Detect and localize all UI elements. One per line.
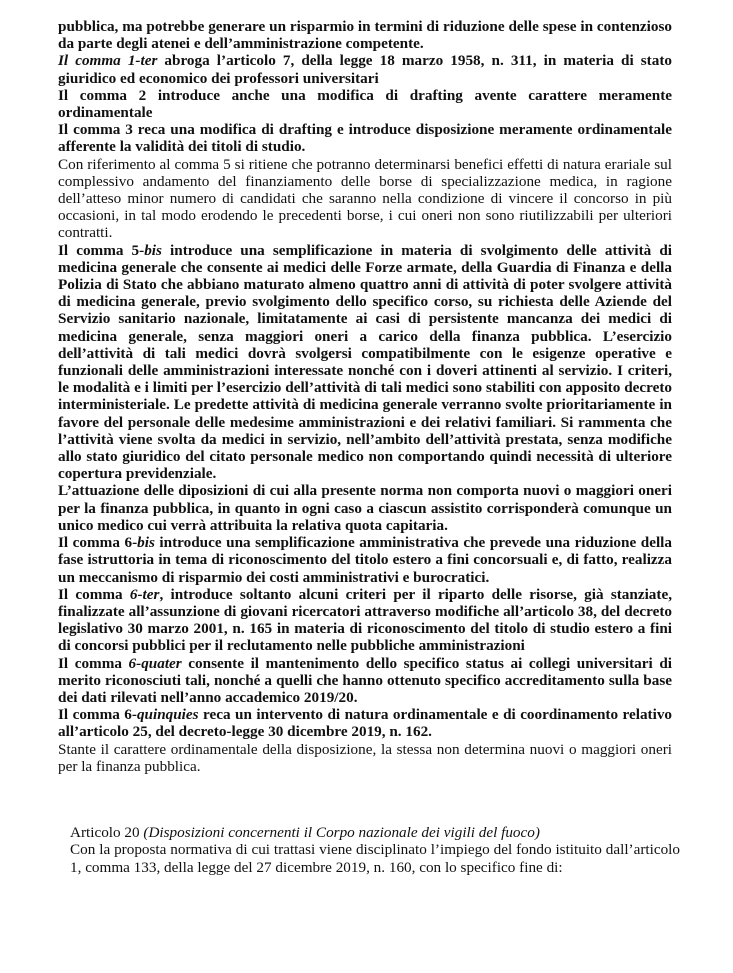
paragraph-8: [58, 534, 672, 586]
paragraph-8-text: introduce una semplificazione amministrativa che prevede una riduzione della fase istruttoria in tema di riconoscimento del titolo estero a fini concorsuali e, di fatto, realizza un meccanismo di risparmio dei costi amministrativi e burocratici.: [58, 534, 672, 586]
paragraph-3: [58, 87, 672, 121]
document-body: [58, 18, 672, 775]
paragraph-6: [58, 242, 672, 483]
paragraph-6-suffix: bis: [144, 241, 162, 259]
paragraph-2: [58, 52, 672, 86]
paragraph-3-text: Il comma 2 introduce anche una modifica di drafting avente carattere meramente ordinamentale: [58, 86, 672, 122]
paragraph-10-suffix: 6-quater: [128, 654, 182, 672]
paragraph-12-text: Stante il carattere ordinamentale della disposizione, la stessa non determina nuovi o maggiori oneri per la finanza pubblica.: [58, 740, 672, 775]
article-20-section: [70, 824, 680, 876]
article-heading-subtitle: (Disposizioni concernenti il Corpo nazionale dei vigili del fuoco): [143, 824, 540, 841]
paragraph-11: [58, 706, 672, 740]
article-heading-label: Articolo 20: [70, 824, 140, 841]
paragraph-6-lead: Il comma 5-: [58, 241, 145, 259]
paragraph-11-lead: Il comma 6-: [58, 706, 137, 724]
paragraph-4: [58, 121, 672, 155]
paragraph-8-suffix: bis: [137, 534, 155, 552]
paragraph-6-text: introduce una semplificazione in materia di svolgimento delle attività di medicina generale che consente ai medici delle Forze armate, della Guardia di Finanza e della Polizia di Stato che abbiano maturato almeno quattro anni di attività di poter svolgere attività di medicina generale, previo svolgimento dello specifico corso, su richiesta delle Aziende del Servizio sanitario nazionale, limitatamente ai casi di persistente mancanza dei medici di medicina generale, senza maggiori oneri a carico della finanza pubblica. L’esercizio dell’attività di tali medici dovrà svolgersi compatibilmente con le esigenze operative e funzionali delle amministrazioni interessate nonché con i doveri attinenti al servizio. I criteri, le modalità e i limiti per l’esercizio dell’attività di tali medici sono stabiliti con apposito decreto interministeriale. Le predette attività di medicina generale verranno svolte prioritariamente in favore del personale delle medesime amministrazioni e dei relativi familiari. Si rammenta che l’attività viene svolta da medici in servizio, nell’ambito dell’attività prestata, senza modifiche allo stato giuridico del citato personale medico non comportando quindi necessità di ulteriore copertura previdenziale.: [58, 241, 673, 483]
paragraph-1-text: pubblica, ma potrebbe generare un risparmio in termini di riduzione delle spese in contenzioso da parte degli atenei e dell’amministrazione competente.: [58, 18, 672, 53]
paragraph-7-text: L’attuazione delle diposizioni di cui alla presente norma non comporta nuovi o maggiori oneri per la finanza pubblica, in quanto in ogni caso a ciascun assistito corrisponderà comunque un unico medico cui verrà attribuita la relativa quota capitaria.: [58, 482, 672, 534]
paragraph-4-text: Il comma 3 reca una modifica di drafting e introduce disposizione meramente ordinamentale afferente la validità dei titoli di studio.: [58, 121, 672, 156]
paragraph-2-lead: Il comma 1-ter: [58, 52, 158, 70]
paragraph-10: [58, 655, 672, 707]
paragraph-5-text: Con riferimento al comma 5 si ritiene che potranno determinarsi benefici effetti di natura erariale sul complessivo andamento del finanziamento delle borse di specializzazione medica, in ragione dell’atteso minor numero di candidati che saranno nella condizione di vincere il concorso in più occasioni, in tal modo erodendo le precedenti borse, i cui oneri non sono riutilizzabili per ulteriori contratti.: [58, 155, 672, 242]
paragraph-12: [58, 741, 672, 775]
paragraph-11-suffix: quinquies: [136, 706, 199, 724]
paragraph-8-lead: Il comma 6-: [58, 534, 138, 552]
paragraph-9-text: , introduce soltanto alcuni criteri per il riparto delle risorse, già stanziate, finalizzate all’assunzione di giovani ricercatori attraverso modifiche all’articolo 38, del decreto legislativo 30 marzo 2001, n. 165 in materia di riconoscimento del titolo di studio estero a fini di concorsi pubblici per il reclutamento nelle pubbliche amministrazioni: [58, 585, 672, 655]
paragraph-1: [58, 18, 672, 52]
paragraph-9: [58, 586, 672, 655]
paragraph-5: [58, 156, 672, 242]
paragraph-10-lead: Il comma: [58, 654, 129, 672]
article-body: Con la proposta normativa di cui trattasi viene disciplinato l’impiego del fondo istituito dall’articolo 1, comma 133, della legge del 27 dicembre 2019, n. 160, con lo specifico fine di:: [70, 841, 680, 876]
paragraph-9-suffix: 6-ter: [129, 585, 160, 603]
paragraph-10-text: consente il mantenimento dello specifico status ai collegi universitari di merito riconosciuti tali, nonché a quelli che hanno ottenuto specifico accreditamento sulla base dei dati rilevati nell’anno accademico 2019/20.: [58, 654, 672, 706]
paragraph-9-lead: Il comma: [58, 585, 130, 603]
paragraph-11-text: reca un intervento di natura ordinamentale e di coordinamento relativo all’articolo 25, del decreto-legge 30 dicembre 2019, n. 162.: [58, 706, 673, 741]
paragraph-7: [58, 482, 672, 534]
paragraph-2-text: abroga l’articolo 7, della legge 18 marzo 1958, n. 311, in materia di stato giuridico ed economico dei professori universitari: [58, 52, 672, 87]
article-heading: [70, 824, 680, 841]
